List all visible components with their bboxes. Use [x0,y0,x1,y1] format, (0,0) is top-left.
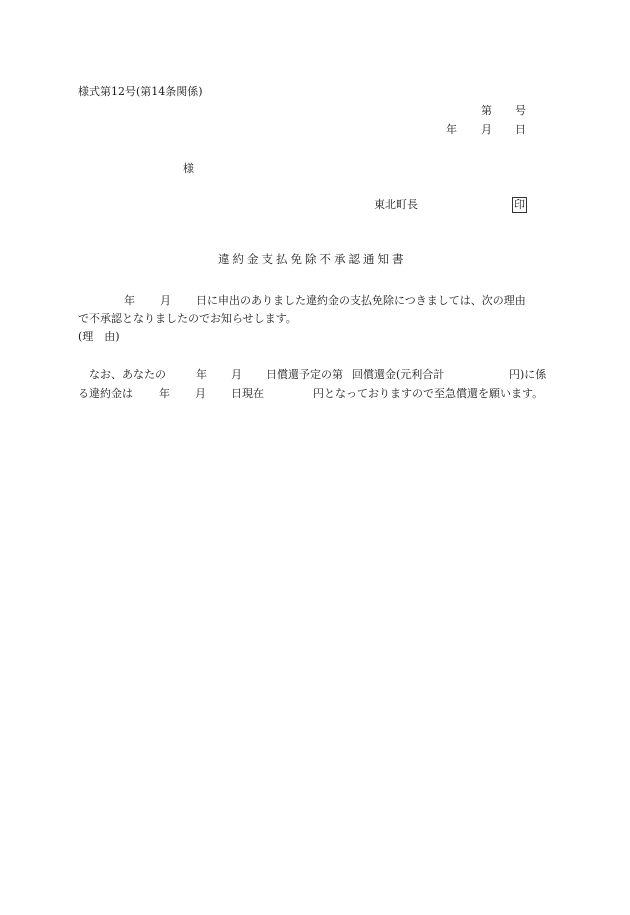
para1-line1: 日に申出のありました違約金の支払免除につきましては、次の理由 [196,294,526,307]
doc-number-dai: 第 [481,104,492,117]
para2-line2-day: 日現在 [231,387,264,400]
recipient-suffix: 様 [183,162,194,175]
issuer-title: 東北町長 [374,198,418,211]
para2-line2-rest: 円となっておりますので至急償還を願います。 [313,387,544,400]
para2-year: 年 [196,368,207,381]
para2-month: 月 [231,368,242,381]
date-day: 日 [515,123,526,136]
para2-text3: 円)に係 [509,368,547,381]
para2-line2-a: る違約金は [78,387,133,400]
date-year: 年 [446,123,457,136]
doc-number-go: 号 [515,104,526,117]
para1-month: 月 [160,294,171,307]
para2-line2-month: 月 [195,387,206,400]
reason-label: (理 由) [78,330,120,343]
date-month: 月 [481,123,492,136]
para1-year: 年 [124,294,135,307]
para2-line2-year: 年 [159,387,170,400]
seal-label: 印 [514,198,525,211]
para2-text1: 日償還予定の第 [266,368,343,381]
para2-text2: 回償還金(元利合計 [352,368,445,381]
form-label: 様式第12号(第14条関係) [78,85,203,98]
seal-mark [512,197,527,213]
document-title: 違約金支払免除不承認通知書 [218,252,407,266]
para2-lead: なお、あなたの [89,368,166,381]
para1-line2: で不承認となりましたのでお知らせします。 [78,312,297,325]
